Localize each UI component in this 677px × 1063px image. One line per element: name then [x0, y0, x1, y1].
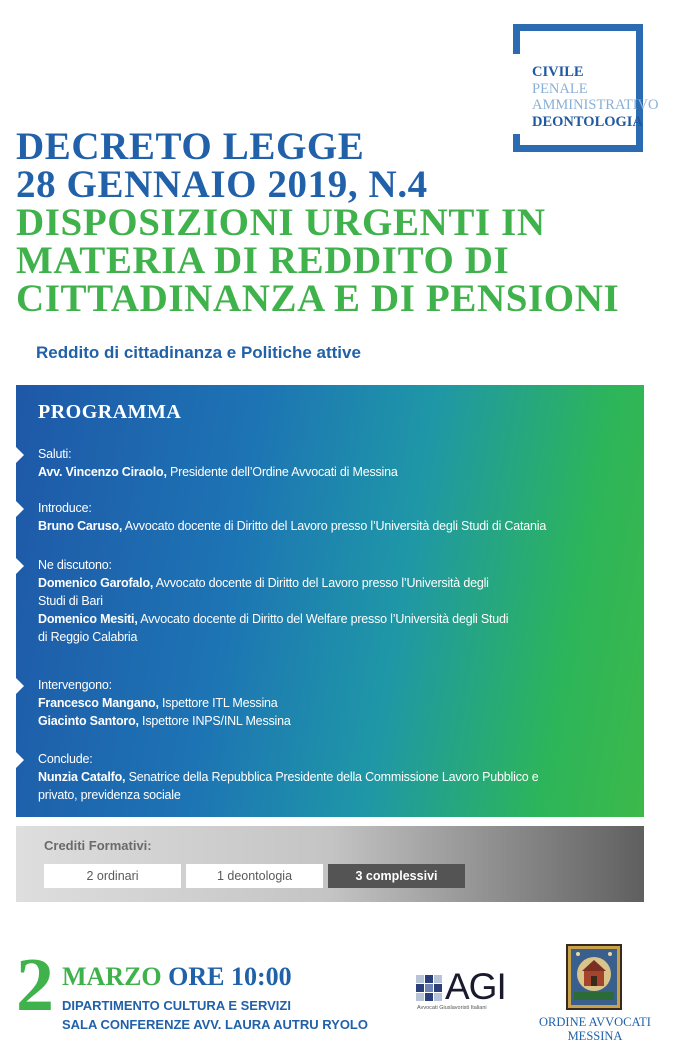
subtitle: Reddito di cittadinanza e Politiche attive — [36, 343, 361, 362]
subject-line-1: DISPOSIZIONI URGENTI IN — [16, 201, 546, 244]
credit-ordinari: 2 ordinari — [44, 864, 181, 888]
section-conclude — [38, 750, 539, 804]
category-amministrativo: AMMINISTRATIVO — [532, 97, 659, 113]
section-label: Conclude: — [38, 752, 93, 766]
event-time: ORE 10:00 — [168, 962, 292, 991]
speaker-role-cont: privato, previdenza sociale — [38, 788, 181, 802]
speaker-name: Nunzia Catalfo, — [38, 770, 126, 784]
ordine-line-2: MESSINA — [567, 1029, 623, 1043]
credit-deontologia: 1 deontologia — [186, 864, 323, 888]
section-marker — [16, 678, 24, 694]
credit-complessivi: 3 complessivi — [328, 864, 465, 888]
section-introduce — [38, 499, 546, 535]
section-label: Intervengono: — [38, 678, 112, 692]
venue-line-2: SALA CONFERENZE AVV. LAURA AUTRU RYOLO — [62, 1017, 368, 1032]
agi-logo-icon — [416, 975, 442, 1001]
section-marker — [16, 447, 24, 463]
speaker-name: Bruno Caruso, — [38, 519, 123, 533]
agi-logo-text: AGI — [445, 966, 506, 1007]
speaker-name: Giacinto Santoro, — [38, 714, 139, 728]
speaker-role: Avvocato docente di Diritto del Welfare presso l’Università degli Studi — [137, 612, 509, 626]
speaker-role-cont: Studi di Bari — [38, 594, 103, 608]
section-saluti — [38, 445, 398, 481]
title-line-2: 28 GENNAIO 2019, N.4 — [16, 163, 428, 206]
event-day: 2 — [16, 943, 54, 1027]
ordine-logo-text — [526, 1015, 664, 1043]
speaker-role: Presidente dell’Ordine Avvocati di Messina — [166, 465, 398, 479]
subject-line-2: MATERIA DI REDDITO DI — [16, 239, 510, 282]
subject-line-3: CITTADINANZA E DI PENSIONI — [16, 277, 620, 320]
event-datetime — [62, 962, 292, 992]
category-penale: PENALE — [532, 80, 588, 97]
section-discutono — [38, 556, 508, 646]
speaker-name: Domenico Garofalo, — [38, 576, 154, 590]
ordine-seal-icon — [566, 944, 622, 1010]
credits-panel — [16, 826, 644, 902]
speaker-role: Avvocato docente di Diritto del Lavoro presso l’Università degli — [153, 576, 489, 590]
ordine-line-1: ORDINE AVVOCATI — [539, 1015, 651, 1029]
section-intervengono — [38, 676, 291, 730]
event-month: MARZO — [62, 962, 162, 991]
agi-logo-subtitle: Avvocati Giuslavoristi Italiani — [417, 1005, 487, 1011]
program-heading: PROGRAMMA — [38, 401, 182, 423]
section-label: Introduce: — [38, 501, 92, 515]
title-line-1: DECRETO LEGGE — [16, 125, 365, 168]
category-civile: CIVILE — [532, 64, 584, 80]
speaker-role: Senatrice della Repubblica Presidente della Commissione Lavoro Pubblico e — [125, 770, 539, 784]
speaker-role: Avvocato docente di Diritto del Lavoro presso l’Università degli Studi di Catania — [122, 519, 547, 533]
category-deontologia: DEONTOLOGIA — [532, 113, 643, 130]
venue-line-1: DIPARTIMENTO CULTURA E SERVIZI — [62, 998, 291, 1013]
speaker-name: Domenico Mesiti, — [38, 612, 138, 626]
section-marker — [16, 501, 24, 517]
speaker-role: Ispettore ITL Messina — [158, 696, 278, 710]
credits-title: Crediti Formativi: — [44, 838, 152, 853]
category-badge — [532, 64, 658, 130]
section-marker — [16, 752, 24, 768]
speaker-name: Francesco Mangano, — [38, 696, 159, 710]
section-label: Saluti: — [38, 447, 72, 461]
speaker-role-cont: di Reggio Calabria — [38, 630, 138, 644]
speaker-name: Avv. Vincenzo Ciraolo, — [38, 465, 167, 479]
badge-frame-gap — [513, 54, 521, 134]
speaker-role: Ispettore INPS/INL Messina — [138, 714, 291, 728]
section-label: Ne discutono: — [38, 558, 112, 572]
section-marker — [16, 558, 24, 574]
program-panel — [16, 385, 644, 817]
